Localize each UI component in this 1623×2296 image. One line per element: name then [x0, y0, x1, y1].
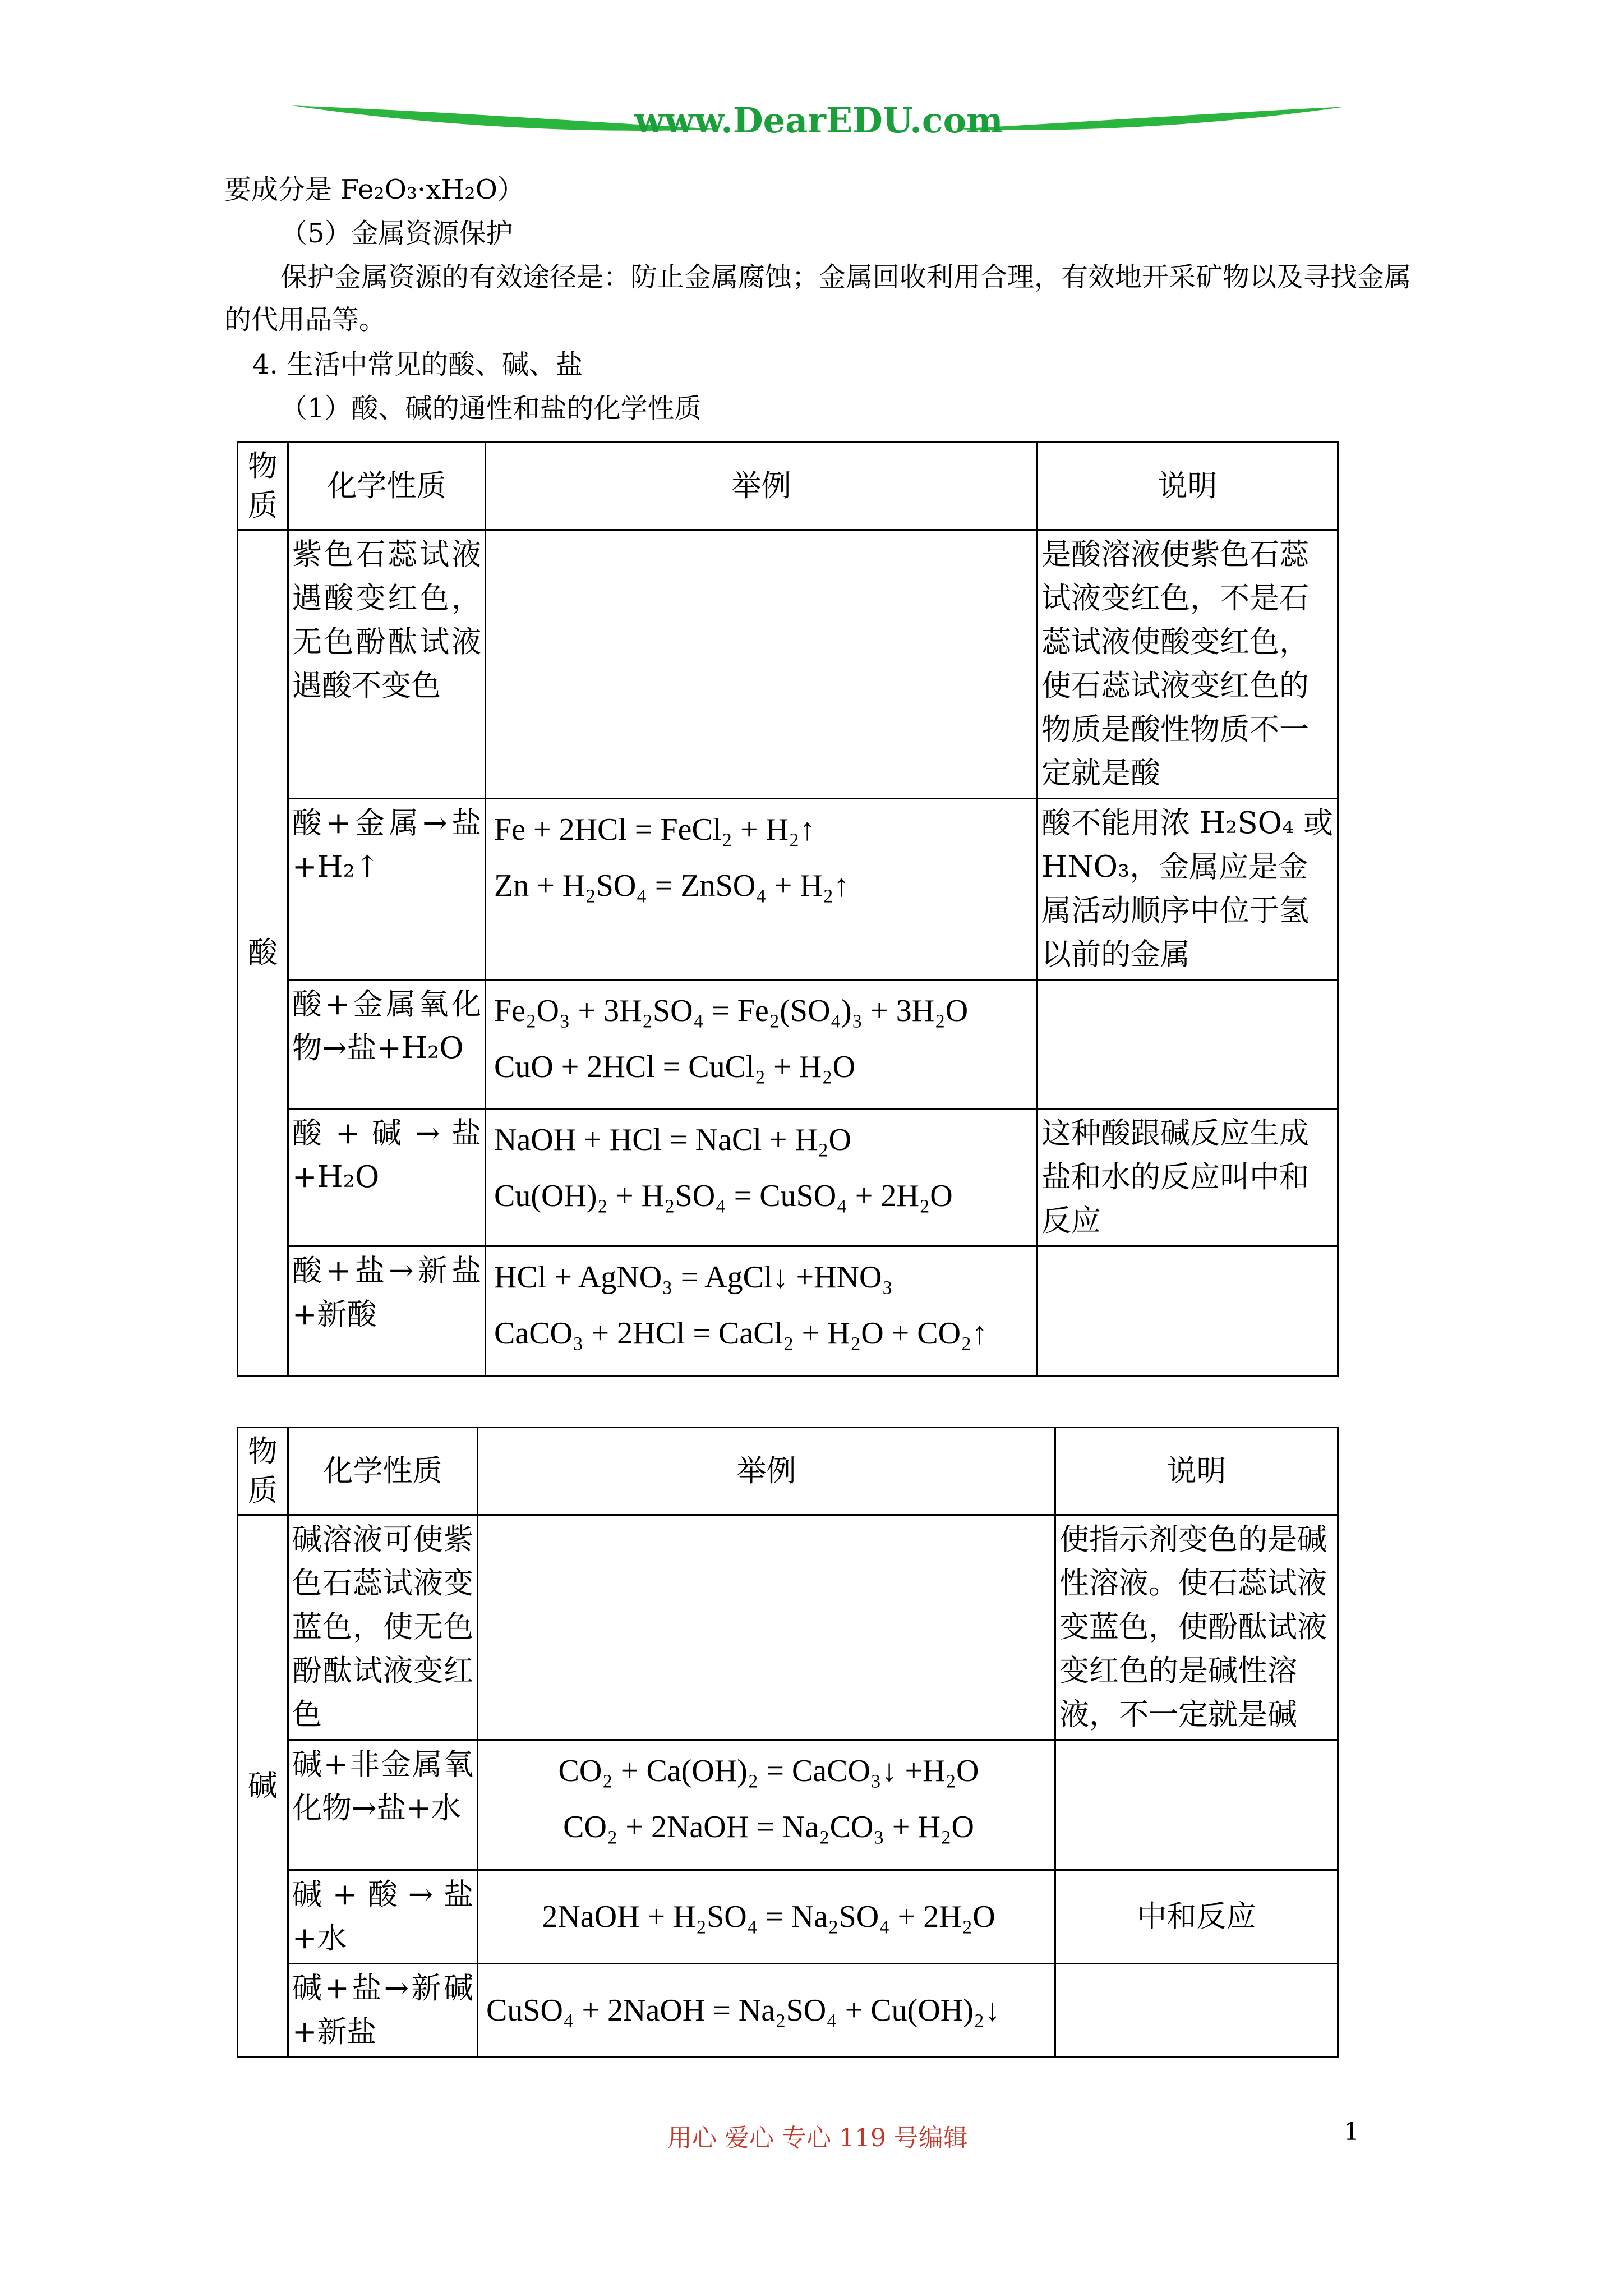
- header-property: 化学性质: [288, 1428, 478, 1515]
- example-cell: [486, 530, 1038, 799]
- equation: CO₂ + 2NaOH = Na₂CO₃ + H₂O: [563, 1810, 974, 1844]
- table-row: [238, 530, 1338, 799]
- equation: HCl + AgNO₃ = AgCl↓ +HNO₃: [494, 1260, 893, 1295]
- equation: Fe₂O₃ + 3H₂SO₄ = Fe₂(SO₄)₃ + 3H₂O: [494, 993, 969, 1028]
- base-table: [237, 1427, 1339, 2058]
- logo-text: www.DearEDU.com: [634, 100, 1003, 141]
- header-example: 举例: [478, 1428, 1055, 1515]
- paragraph-subsection-1: （1）酸、碱的通性和盐的化学性质: [280, 393, 702, 424]
- example-cell: [486, 1246, 1038, 1377]
- example-cell: [486, 799, 1038, 980]
- example-cell: [486, 1109, 1038, 1246]
- header-note: 说明: [1038, 443, 1338, 530]
- header-note: 说明: [1055, 1428, 1338, 1515]
- note-cell: 酸不能用浓 H₂SO₄ 或 HNO₃，金属应是金属活动顺序中位于氢以前的金属: [1038, 799, 1338, 980]
- equation: NaOH + HCl = NaCl + H₂O: [494, 1122, 851, 1157]
- paragraph-rust-composition: 要成分是 Fe₂O₃·xH₂O）: [224, 174, 524, 205]
- footer-text: 用心 爱心 专心 119 号编辑: [667, 2124, 968, 2152]
- header-substance: 物质: [238, 1428, 288, 1515]
- paragraph-section-5: （5）金属资源保护: [280, 218, 513, 249]
- example-cell: [486, 980, 1038, 1109]
- equation: Cu(OH)₂ + H₂SO₄ = CuSO₄ + 2H₂O: [494, 1179, 953, 1213]
- property-cell: 酸 + 碱 → 盐+H₂O: [288, 1109, 486, 1246]
- equation: Fe + 2HCl = FeCl₂ + H₂↑: [494, 812, 815, 847]
- page-footer: [0, 2118, 1623, 2157]
- note-cell: [1038, 980, 1338, 1109]
- property-cell: 碱+非金属氧化物→盐+水: [288, 1740, 478, 1870]
- example-cell: [478, 1515, 1055, 1740]
- example-cell: [478, 1870, 1055, 1964]
- property-cell: 碱溶液可使紫色石蕊试液变蓝色，使无色酚酞试液变红色: [288, 1515, 478, 1740]
- equation: CaCO₃ + 2HCl = CaCl₂ + H₂O + CO₂↑: [494, 1316, 988, 1351]
- property-cell: 紫色石蕊试液遇酸变红色，无色酚酞试液遇酸不变色: [288, 530, 486, 799]
- example-cell: [478, 1964, 1055, 2058]
- page-number: 1: [1344, 2118, 1359, 2146]
- property-cell: 碱+酸→盐+水: [288, 1870, 478, 1964]
- acid-table: [237, 441, 1339, 1377]
- header-example: 举例: [486, 443, 1038, 530]
- equation: 2NaOH + H₂SO₄ = Na₂SO₄ + 2H₂O: [542, 1899, 995, 1934]
- table-row: [238, 1109, 1338, 1246]
- example-cell: [478, 1740, 1055, 1870]
- property-cell: 酸+盐→新盐+新酸: [288, 1246, 486, 1377]
- table-row: [238, 1246, 1338, 1377]
- table-row: [238, 799, 1338, 980]
- equation: CO₂ + Ca(OH)₂ = CaCO₃↓ +H₂O: [558, 1754, 979, 1788]
- paragraph-protection: 保护金属资源的有效途径是：防止金属腐蚀；金属回收利用合理，有效地开采矿物以及寻找金属的代用品等。: [224, 261, 1412, 335]
- substance-acid: 酸: [238, 530, 288, 1377]
- table-header-row: [238, 443, 1338, 530]
- table-row: [238, 1740, 1338, 1870]
- header-property: 化学性质: [288, 443, 486, 530]
- equation: CuSO₄ + 2NaOH = Na₂SO₄ + Cu(OH)₂↓: [486, 1993, 1000, 2028]
- property-cell: 酸+金属→盐+H₂↑: [288, 799, 486, 980]
- property-cell: 酸+金属氧化物→盐+H₂O: [288, 980, 486, 1109]
- table-row: [238, 980, 1338, 1109]
- table-row: [238, 1964, 1338, 2058]
- table-row: [238, 1870, 1338, 1964]
- table-row: [238, 1515, 1338, 1740]
- note-cell: [1055, 1740, 1338, 1870]
- substance-base: 碱: [238, 1515, 288, 2058]
- table-header-row: [238, 1428, 1338, 1515]
- equation: CuO + 2HCl = CuCl₂ + H₂O: [494, 1050, 856, 1084]
- note-cell: 这种酸跟碱反应生成盐和水的反应叫中和反应: [1038, 1109, 1338, 1246]
- header-logo: [292, 95, 1346, 146]
- note-cell: [1038, 1246, 1338, 1377]
- note-cell: 是酸溶液使紫色石蕊试液变红色，不是石蕊试液使酸变红色，使石蕊试液变红色的物质是酸性物质不一定就是酸: [1038, 530, 1338, 799]
- note-cell: 使指示剂变色的是碱性溶液。使石蕊试液变蓝色，使酚酞试液变红色的是碱性溶液，不一定就是碱: [1055, 1515, 1338, 1740]
- property-cell: 碱+盐→新碱+新盐: [288, 1964, 478, 2058]
- note-cell: [1055, 1964, 1338, 2058]
- note-cell: 中和反应: [1055, 1870, 1338, 1964]
- paragraph-section-4: 4. 生活中常见的酸、碱、盐: [252, 349, 583, 380]
- header-substance: 物质: [238, 443, 288, 530]
- equation: Zn + H₂SO₄ = ZnSO₄ + H₂↑: [494, 868, 850, 903]
